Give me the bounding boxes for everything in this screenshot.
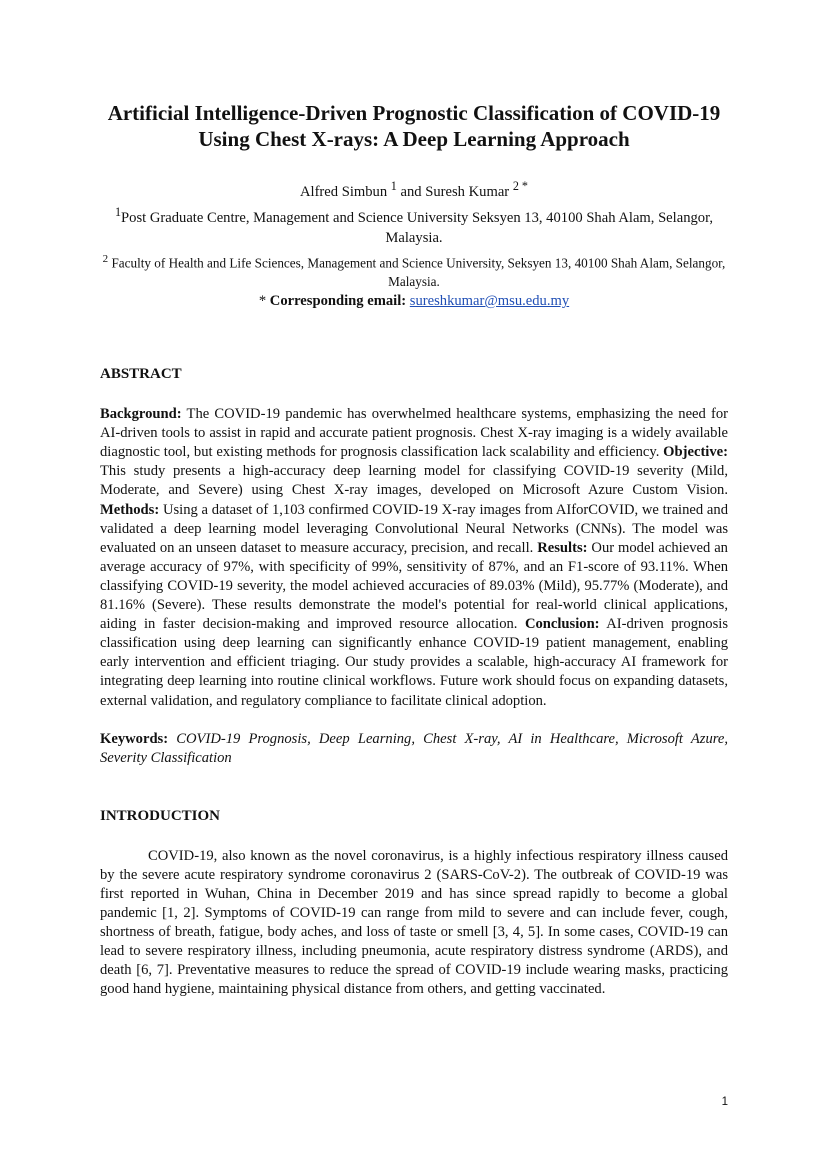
affiliation-2-text: Faculty of Health and Life Sciences, Management and Science University, Seksyen 13, 40100 Shah Alam, Selangor, Malaysia. [111, 255, 726, 289]
author-1: Alfred Simbun [299, 183, 388, 200]
author-2-sup: 2 * [512, 179, 529, 193]
objective-label: Objective: [663, 444, 728, 461]
methods-text: Using a dataset of 1,103 confirmed COVID-19 X-ray images from AIforCOVID, we trained and validated a deep learning model leveraging Convolutional Neural Networks (CNNs). The model was evaluated on an unseen dataset to measure accuracy, precision, and recall. [100, 501, 728, 556]
corresponding-email-line [100, 291, 728, 311]
keywords [100, 730, 728, 768]
background-label: Background: [100, 406, 182, 423]
abstract-heading: ABSTRACT [100, 366, 182, 383]
keywords-values: COVID-19 Prognosis, Deep Learning, Chest X-ray, AI in Healthcare, Microsoft Azure, Severity Classification [100, 730, 729, 766]
author-1-sup: 1 [390, 179, 397, 193]
paper-page [100, 100, 728, 1000]
affiliation-1-sup: 1 [114, 204, 122, 219]
methods-label: Methods: [100, 501, 160, 518]
page-number: 1 [721, 1096, 728, 1108]
corresponding-label: Corresponding email: [269, 293, 407, 310]
author-and: and [400, 183, 422, 200]
corresponding-email-link[interactable]: sureshkumar@msu.edu.my [409, 293, 570, 310]
results-label: Results: [537, 539, 588, 556]
corresponding-prefix: * [258, 293, 270, 310]
keywords-label: Keywords: [100, 730, 169, 747]
author-2: Suresh Kumar [425, 183, 510, 200]
conclusion-text: AI-driven prognosis classification using deep learning can significantly enhance COVID-19 patient management, enabling early intervention and efficient triaging. Our study provides a scalable, high-accuracy AI framework for integrating deep learning into routine clinical workflows. Future work should focus on expanding datasets, external validation, and regulatory compliance to facilitate clinical adoption. [100, 616, 728, 709]
background-text: The COVID-19 pandemic has overwhelmed healthcare systems, emphasizing the need for AI-driven tools to assist in rapid and accurate patient prognosis. Chest X-ray imaging is a widely available diagnostic tool, but existing methods for prognosis classification lack scalability and efficiency. [100, 406, 728, 461]
affiliation-2 [100, 250, 728, 291]
affiliation-1 [100, 202, 728, 248]
author-line [100, 176, 728, 202]
affiliation-1-text: Post Graduate Centre, Management and Science University Seksyen 13, 40100 Shah Alam, Selangor, Malaysia. [121, 209, 714, 246]
introduction-heading: INTRODUCTION [100, 807, 221, 824]
results-text: Our model achieved an average accuracy of 97%, with specificity of 99%, sensitivity of 87%, and an F1-score of 93.11%. When classifying COVID-19 severity, the model achieved accuracies of 89.03% (Mild), 95.77% (Moderate), and 81.16% (Severe). These results demonstrate the model's potential for real-world clinical applications, aiding in faster decision-making and improved resource allocation. [100, 539, 728, 633]
abstract-body [100, 405, 728, 711]
affiliation-2-sup: 2 [102, 252, 109, 265]
objective-text: This study presents a high-accuracy deep learning model for classifying COVID-19 severity (Mild, Moderate, and Severe) using Chest X-ray images, developed on Microsoft Azure Custom Vision. [100, 463, 728, 499]
conclusion-label: Conclusion: [524, 616, 600, 633]
introduction-body: COVID-19, also known as the novel coronavirus, is a highly infectious respiratory illness caused by the severe acute respiratory syndrome coronavirus 2 (SARS-CoV-2). The outbreak of COVID-19 was first reported in Wuhan, China in December 2019 and has since spread rapidly to become a global pandemic [1, 2]. Symptoms of COVID-19 can range from mild to severe and can include fever, cough, shortness of breath, fatigue, body aches, and loss of taste or smell [3, 4, 5]. In some cases, COVID-19 can lead to severe respiratory illness, including pneumonia, acute respiratory distress syndrome (ARDS), and death [6, 7]. Preventative measures to reduce the spread of COVID-19 include wearing masks, practicing good hand hygiene, maintaining physical distance from others, and getting vaccinated. [100, 847, 728, 998]
paper-title: Artificial Intelligence-Driven Prognostic Classification of COVID-19 Using Chest X-rays: A Deep Learning Approach [107, 101, 721, 151]
